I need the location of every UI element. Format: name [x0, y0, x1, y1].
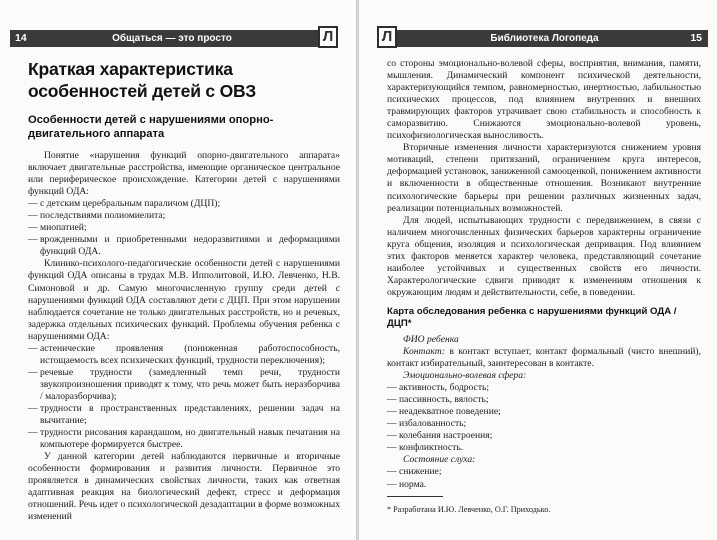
footnote-rule: [387, 496, 443, 497]
footnote: * Разработана И.Ю. Левченко, О.Г. Приходько.: [387, 504, 551, 514]
right-paragraph-2: Вторичные изменения личности характеризуются снижением уровня мотиваций, степени притязаний, ограничением круга интересов, деформацией установок, заниженной самооценкой, понижением активности и включенности в общественные отношения. Возникают внутренние психологические барьеры при решении различных жизненных задач, реализации потенциальных возможностей.: [387, 142, 701, 214]
right-text-column: [387, 58, 701, 515]
right-paragraph-3: Для людей, испытывающих трудности с передвижением, в связи с наличием многочисленных физических барьеров характерны ограничение круга общения, изоляция и психологическая депривация. Под влиянием этих факторов меняется характер человека, представляющий сочетание наиболее устойчивых и существенных свойств его личности. Характерологические сдвиги приводят к изменениям отношения к окружающим людям и действительности, себе, в поведении.: [387, 214, 701, 298]
list-item: — последствиями полиомиелита;: [28, 210, 166, 222]
card-title: Карта обследования ребенка с нарушениями функций ОДА / ДЦП*: [387, 305, 677, 329]
left-paragraph-2: Клинико-психолого-педагогические особенности детей с нарушениями функций ОДА описаны в трудах М.В. Ипполитовой, И.Ю. Левченко, Н.В. Симоновой и др. Самую многочисленную группу среди детей с нарушениями функций ОДА составляют дети с ДЦП. При этом нарушении наблюдается сочетание не только двигательных расстройств, но и речевых, задержка отдельных психических функций. Проблемы обучения ребенка с нарушениями ОДА:: [28, 258, 340, 342]
hearing-label: Состояние слуха:: [403, 454, 476, 466]
left-paragraph-3: У данной категории детей наблюдаются первичные и вторичные особенности формирования и развития личности. Первичное это проявляется в динамических свойствах личности, таких как ответная адаптивная реакция на биологический дефект, стресс и деформация отношений. Речь идет о психологической дезадаптации в форме возможных изменений: [28, 451, 340, 523]
left-text-column: [28, 58, 340, 523]
list-item: — пассивность, вялость;: [387, 394, 489, 406]
right-logo-icon: Л: [377, 26, 397, 48]
right-page: [359, 0, 717, 540]
right-running-header: [381, 30, 708, 47]
list-item: — снижение;: [387, 466, 442, 478]
right-paragraph-1: со стороны эмоционально-волевой сферы, восприятия, внимания, памяти, мышления. Динамический компонент психической деятельности, характеризующийся темпом, равномерностью, инертностью, лабильностью психических процессов, под влиянием внутренних и внешних травмирующих факторов утрачивает свою стабильность и способность к саморазвитию. Снижаются эмоционально-волевой уровень, психофизиологическая выносливость.: [387, 58, 701, 142]
left-paragraph-1: Понятие «нарушения функций опорно-двигательного аппарата» включает двигательные расстройства, имеющие органическое центральное или периферическое происхождение. Категории детей с нарушениями функций ОДА:: [28, 150, 340, 198]
left-page: [0, 0, 356, 540]
list-item: — избалованность;: [387, 418, 467, 430]
left-page-number: 14: [15, 32, 27, 44]
right-page-number: 15: [690, 32, 702, 44]
list-item: — конфликтность.: [387, 442, 464, 454]
contact-line: [387, 346, 701, 370]
list-item: — норма.: [387, 478, 427, 490]
list-item: — астенические проявления (пониженная работоспособность, истощаемость всех психических функций, трудности переключения);: [28, 342, 340, 366]
right-running-title: Библиотека Логопеда: [490, 33, 599, 44]
list-item: — миопатией;: [28, 222, 87, 234]
contact-text: в контакт вступает, контакт формальный (чисто внешний), контакт избирательный, заинтересован в контакте.: [387, 345, 701, 370]
list-item: — неадекватное поведение;: [387, 406, 501, 418]
list-item: — трудности рисования карандашом, но двигательный навык печатания на компьютере формируется быстрее.: [28, 427, 340, 451]
list-item: — речевые трудности (замедленный темп речи, трудности звукопроизношения приводят к тому, что речь может быть неразборчива / малоразборчива);: [28, 366, 340, 402]
emotional-label: Эмоционально-волевая сфера:: [403, 370, 527, 382]
list-item: — трудности в пространственных представлениях, решении задач на вычитание;: [28, 402, 340, 427]
left-running-title: Общаться — это просто: [112, 33, 232, 44]
list-item: — врожденными и приобретенными недоразвитиями и деформациями функций ОДА.: [28, 234, 340, 258]
fio-label: ФИО ребенка: [403, 333, 459, 345]
contact-label: Контакт:: [403, 345, 445, 357]
left-running-header: [10, 30, 334, 47]
list-item: — колебания настроения;: [387, 430, 493, 442]
list-item: — с детским церебральным параличом (ДЦП);: [28, 198, 221, 210]
chapter-heading: Краткая характеристика особенностей детей с ОВЗ: [28, 59, 256, 101]
list-item: — активность, бодрость;: [387, 382, 490, 394]
section-subheading: Особенности детей с нарушениями опорно-двигательного аппарата: [28, 114, 274, 140]
left-logo-icon: Л: [318, 26, 338, 48]
